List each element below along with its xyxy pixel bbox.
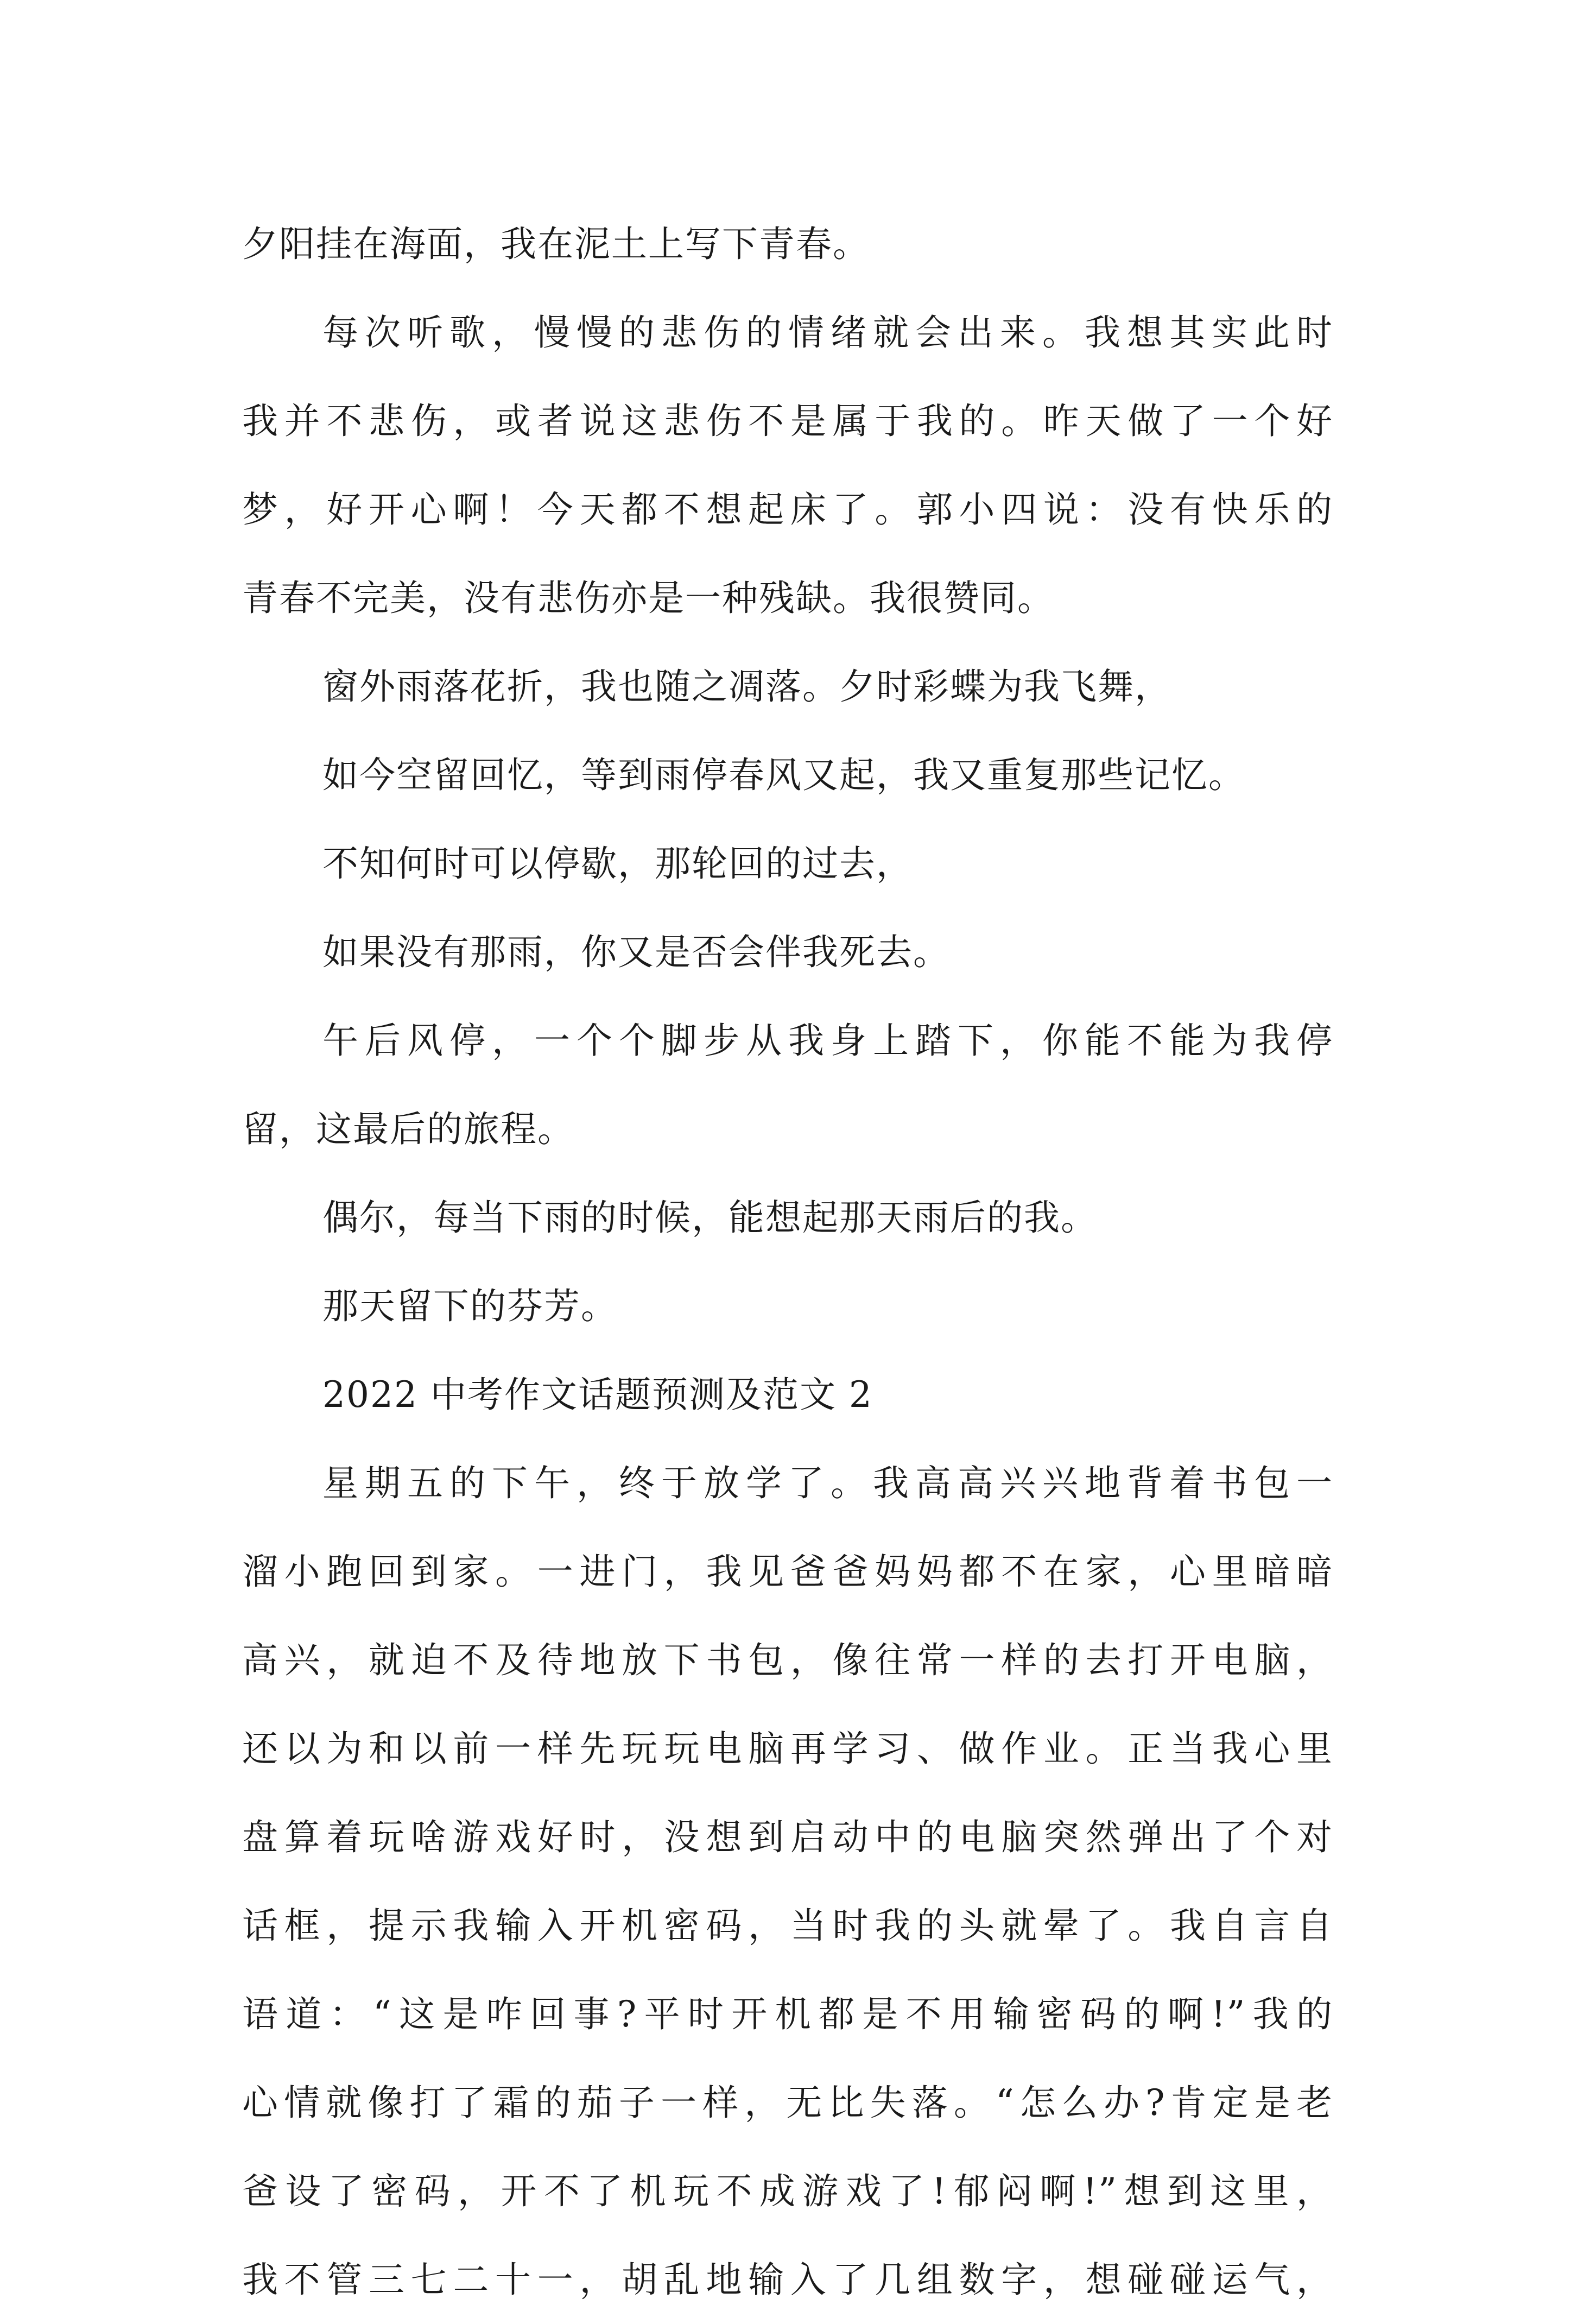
text-line: 我并不悲伤，或者说这悲伤不是属于我的。昨天做了一个好 <box>242 400 1333 442</box>
document-body <box>242 200 1333 2324</box>
text-line: 爸设了密码，开不了机玩不成游戏了!郁闷啊!”想到这里， <box>242 2170 1333 2212</box>
text-line: 我不管三七二十一，胡乱地输入了几组数字，想碰碰运气， <box>242 2259 1333 2301</box>
text-line: 还以为和以前一样先玩玩电脑再学习、做作业。正当我心里 <box>242 1728 1333 1770</box>
text-line: 语道：“这是咋回事?平时开机都是不用输密码的啊!”我的 <box>242 1993 1333 2035</box>
text-line: 每次听歌，慢慢的悲伤的情绪就会出来。我想其实此时 <box>322 312 1333 353</box>
text-line: 午后风停，一个个脚步从我身上踏下，你能不能为我停 <box>322 1020 1333 1062</box>
text-line: 溜小跑回到家。一进门，我见爸爸妈妈都不在家，心里暗暗 <box>242 1551 1333 1593</box>
text-line: 夕阳挂在海面，我在泥土上写下青春。 <box>242 223 870 265</box>
text-line: 如今空留回忆，等到雨停春风又起，我又重复那些记忆。 <box>322 754 1245 796</box>
section-heading: 2022 中考作文话题预测及范文 2 <box>322 1374 873 1416</box>
text-line: 那天留下的芬芳。 <box>322 1285 618 1327</box>
text-line: 话框，提示我输入开机密码，当时我的头就晕了。我自言自 <box>242 1905 1333 1947</box>
text-line: 青春不完美，没有悲伤亦是一种残缺。我很赞同。 <box>242 577 1054 619</box>
text-line: 不知何时可以停歇，那轮回的过去， <box>322 843 913 885</box>
text-line: 偶尔，每当下雨的时候，能想起那天雨后的我。 <box>322 1197 1098 1239</box>
text-line: 窗外雨落花折，我也随之凋落。夕时彩蝶为我飞舞， <box>322 666 1171 708</box>
text-line: 盘算着玩啥游戏好时，没想到启动中的电脑突然弹出了个对 <box>242 1816 1333 1858</box>
text-line: 如果没有那雨，你又是否会伴我死去。 <box>322 931 950 973</box>
text-line: 星期五的下午，终于放学了。我高高兴兴地背着书包一 <box>322 1462 1333 1504</box>
text-line: 心情就像打了霜的茄子一样，无比失落。“怎么办?肯定是老 <box>242 2082 1333 2124</box>
text-line: 留，这最后的旅程。 <box>242 1108 574 1150</box>
text-line: 高兴，就迫不及待地放下书包，像往常一样的去打开电脑， <box>242 1639 1333 1681</box>
text-line: 梦，好开心啊！今天都不想起床了。郭小四说：没有快乐的 <box>242 489 1333 531</box>
